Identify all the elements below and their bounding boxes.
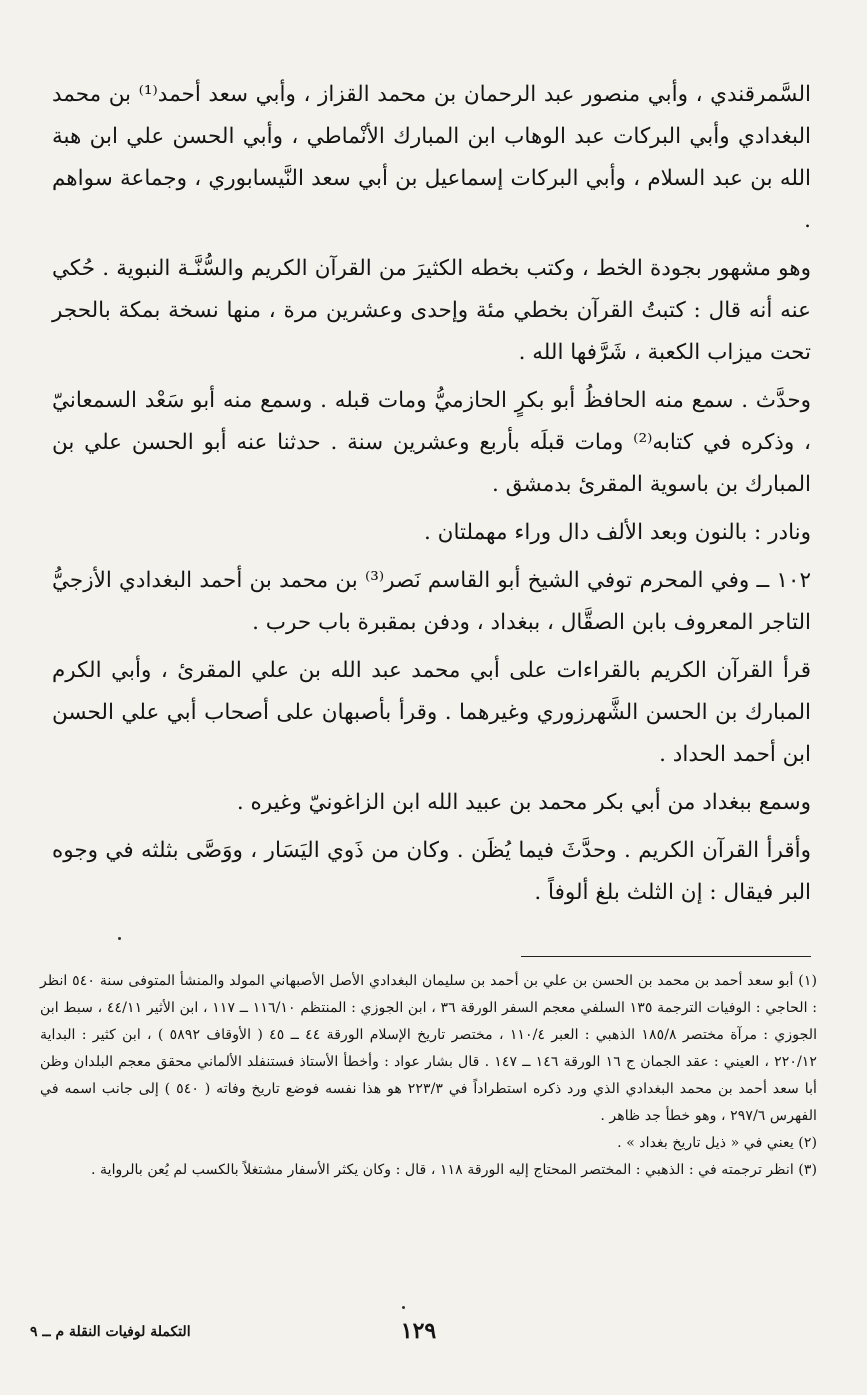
main-text <box>52 74 811 920</box>
page-footer <box>30 1318 807 1358</box>
footnote: (٢) يعني في « ذيل تاريخ بغداد » . <box>617 1135 817 1151</box>
print-speck <box>402 1306 405 1309</box>
paragraph: وهو مشهور بجودة الخط ، وكتب بخطه الكثيرَ من القرآن الكريم والسُّنَّـة النبوية . حُكي عنه أنه قال : كتبتُ القرآن بخطي مئة وإحدى وعشرين مرة ، منها نسخة بمكة بالحجر تحت ميزاب الكعبة ، شَرَّفها الله . <box>52 256 811 365</box>
book-signature: التكملة لوفيات النقلة م ــ ٩ <box>30 1324 191 1340</box>
entry-heading-paragraph: ١٠٢ ــ وفي المحرم توفي الشيخ أبو القاسم نَصر⁽³⁾ بن محمد بن أحمد البغدادي الأزجيُّ التاجر المعروف بابن الصقَّال ، ببغداد ، ودفن بمقبرة باب حرب . <box>52 568 811 635</box>
paragraph: قرأ القرآن الكريم بالقراءات على أبي محمد عبد الله بن علي المقرئ ، وأبي الكرم المبارك بن الحسن الشَّهرزوري وغيرهما . وقرأ بأصبهان على أصحاب أبي علي الحسن ابن أحمد الحداد . <box>52 658 811 767</box>
page-number: ١٢٩ <box>400 1318 437 1344</box>
footnotes <box>40 968 817 1184</box>
paragraph: السَّمرقندي ، وأبي منصور عبد الرحمان بن محمد القزاز ، وأبي سعد أحمد⁽¹⁾ بن محمد البغدادي وأبي البركات عبد الوهاب ابن المبارك الأنْماطي ، وأبي الحسن علي ابن هبة الله بن عبد السلام ، وأبي البركات إسماعيل بن أبي سعد النَّيسابوري ، وجماعة سواهم . <box>52 82 811 233</box>
paragraph: ونادر : بالنون وبعد الألف دال وراء مهملتان . <box>424 520 811 545</box>
paragraph: وحدَّث . سمع منه الحافظُ أبو بكرٍ الحازميُّ ومات قبله . وسمع منه أبو سَعْد السمعانيّ ، وذكره في كتابه⁽²⁾ ومات قبلَه بأربع وعشرين سنة . حدثنا عنه أبو الحسن علي بن المبارك بن باسوية المقرئ بدمشق . <box>52 388 811 497</box>
print-speck <box>118 937 121 940</box>
footnote-divider <box>521 956 811 957</box>
footnote: (١) أبو سعد أحمد بن محمد بن الحسن بن علي بن أحمد بن سليمان البغدادي الأصل الأصبهاني المولد والمنشأ المتوفى سنة ٥٤٠ انظر : الحاجي : الوفيات الترجمة ١٣٥ السلفي معجم السفر الورقة ٣٦ ، ابن الجوزي : المنتظم ١١٦/١٠ ــ ١١٧ ، ابن الأثير ٤٤/١١ ، سبط ابن الجوزي : مرآة مختصر ١٨٥/٨ الذهبي : العبر ١١٠/٤ ، مختصر تاريخ الإسلام الورقة ٤٤ ــ ٤٥ ( الأوقاف ٥٨٩٢ ) ، ابن كثير : البداية ٢٢٠/١٢ ، العيني : عقد الجمان ج ١٦ الورقة ١٤٦ ــ ١٤٧ . قال بشار عواد : وأخطأ الأستاذ فستنفلد الألماني محقق معجم البلدان وظن أبا سعد أحمد بن محمد البغدادي الذي ورد ذكره استطراداً في ٢٢٣/٣ هو هذا نفسه فوضع تاريخ وفاته ( ٥٤٠ ) إلى جانب اسمه في الفهرس ٢٩٧/٦ ، وهو خطأ جد ظاهر . <box>40 973 818 1124</box>
footnote: (٣) انظر ترجمته في : الذهبي : المختصر المحتاج إليه الورقة ١١٨ ، قال : وكان يكثر الأسفار مشتغلاً بالكسب لم يُعن بالرواية . <box>91 1162 817 1178</box>
paragraph: وسمع ببغداد من أبي بكر محمد بن عبيد الله ابن الزاغونيّ وغيره . <box>236 790 811 815</box>
paragraph: وأقرأ القرآن الكريم . وحدَّثَ فيما يُظَن . وكان من ذَوي اليَسَار ، ووَصَّى بثلثه في وجوه البر فيقال : إن الثلث بلغ ألوفاً . <box>52 838 811 905</box>
